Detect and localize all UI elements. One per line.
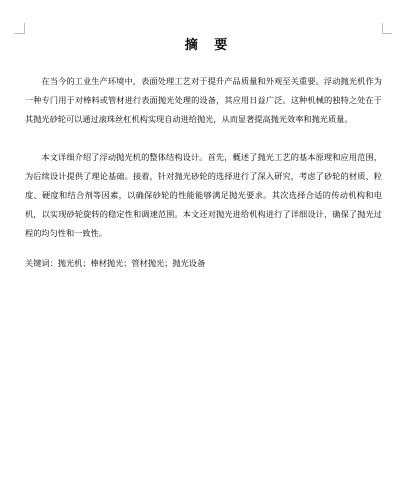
crop-mark-top-left bbox=[24, 23, 25, 34]
crop-mark-top-left bbox=[14, 33, 24, 34]
crop-mark-top-right bbox=[382, 33, 392, 34]
abstract-title: 摘 要 bbox=[184, 38, 234, 53]
crop-mark-top-right bbox=[382, 23, 383, 34]
keywords-line: 关键词：抛光机；棒材抛光；管材抛光；抛光设备 bbox=[25, 258, 206, 268]
abstract-paragraph-1 bbox=[25, 72, 382, 129]
paragraph-text: 本文详细介绍了浮动抛光机的整体结构设计。首先，概述了抛光工艺的基本原理和应用范围，为后续设计提供了理论基础。接着，针对抛光砂轮的选择进行了深入研究，考虑了砂轮的材质、粒度、硬度和结合剂等因素，以确保砂轮的性能能够满足抛光要求。其次选择合适的传动机构和电机，以实现砂轮旋转的稳定性和调速范围。本文还对抛光进给机构进行了详细设计，确保了抛光过程的均匀性和一致性。 bbox=[25, 152, 382, 238]
abstract-paragraph-2 bbox=[25, 148, 382, 243]
paragraph-text: 在当今的工业生产环境中，表面处理工艺对于提升产品质量和外观至关重要。浮动抛光机作为一种专门用于对棒料或管材进行表面抛光处理的设备，其应用日益广泛。这种机械的独特之处在于其抛光砂轮可以通过滚珠丝杠机构实现自动进给抛光，从而显著提高抛光效率和抛光质量。 bbox=[25, 76, 382, 124]
